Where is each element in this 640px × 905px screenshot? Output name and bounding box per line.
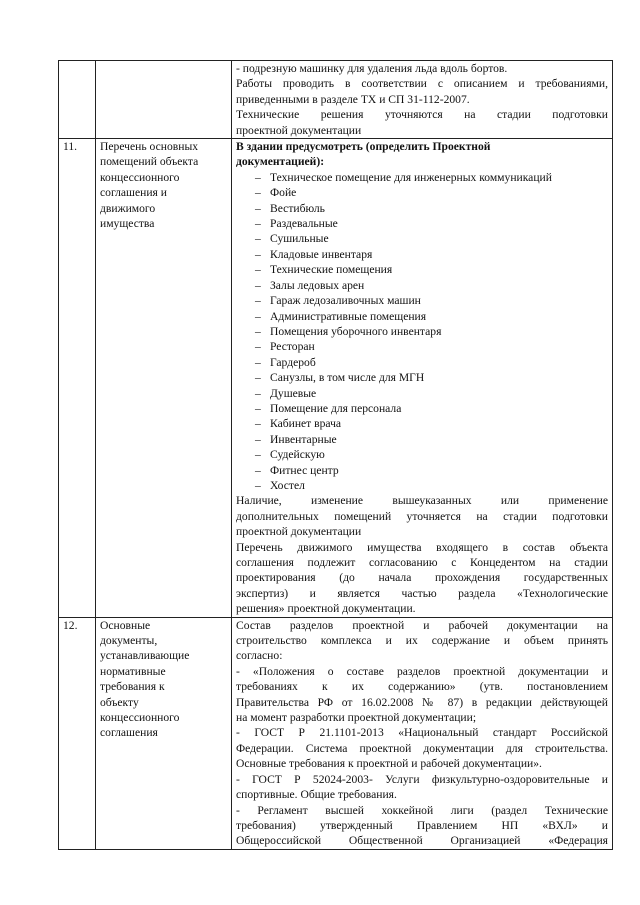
text-line: требованиях к их содержанию» (утв. постановлением	[236, 680, 608, 694]
title-line: Перечень основных	[100, 140, 199, 154]
text-line: - ГОСТ Р 21.1101-2013 «Национальный стандарт Российской	[236, 726, 608, 740]
list-item: – Технические помещения	[236, 262, 608, 277]
list-item: – Кладовые инвентаря	[236, 247, 608, 262]
row-title	[96, 617, 232, 849]
row-number: 11.	[59, 139, 96, 618]
title-line: устанавливающие	[100, 649, 190, 663]
text-line: - ГОСТ Р 52024-2003- Услуги физкультурно-оздоровительные и	[236, 772, 608, 786]
list-item: – Фойе	[236, 185, 608, 200]
text-line: Основные требования к проектной и рабочей документации».	[236, 757, 542, 771]
text-line: экспертиз) и является частью раздела «Технологические	[236, 586, 608, 600]
list-item: – Вестибюль	[236, 201, 608, 216]
text-line: согласно:	[236, 649, 283, 663]
table-row	[59, 139, 613, 618]
title-line: движимого	[100, 201, 156, 215]
list-item: – Административные помещения	[236, 309, 608, 324]
text-line: проектирования (до начала прохождения государственных	[236, 571, 608, 585]
text-line: приведенными в разделе ТХ и СП 31-112-2007.	[236, 92, 470, 106]
text-line: Федерации. Система проектной документации для строительства.	[236, 741, 608, 755]
text-line: - «Положения о составе разделов проектной документации и	[236, 664, 608, 678]
text-line: проектной документации	[236, 123, 362, 137]
text-line: требования) утвержденный Правлением НП «ВХЛ» и	[236, 818, 608, 832]
text-line: - Регламент высшей хоккейной лиги (раздел Технические	[236, 803, 608, 817]
title-line: документы,	[100, 634, 158, 648]
text-line: решения» проектной документации.	[236, 602, 416, 616]
title-line: концессионного	[100, 711, 180, 725]
title-line: помещений объекта	[100, 155, 199, 169]
text-line: Правительства РФ от 16.02.2008 № 87) в редакции действующей	[236, 695, 608, 709]
title-line: нормативные	[100, 664, 166, 678]
list-item: – Гараж ледозаливочных машин	[236, 293, 608, 308]
list-item: – Душевые	[236, 386, 608, 401]
list-item: – Ресторан	[236, 339, 608, 354]
content-cell	[232, 139, 613, 618]
list-item: – Санузлы, в том числе для МГН	[236, 370, 608, 385]
text-line: Общероссийской Общественной Организацией «Федерация	[236, 834, 608, 848]
title-line: соглашения и	[100, 186, 167, 200]
title-line: концессионного	[100, 170, 180, 184]
table-row	[59, 61, 613, 139]
text-line: проектной документации	[236, 525, 362, 539]
table-row	[59, 617, 613, 849]
title-line: требования к	[100, 680, 165, 694]
title-line: соглашения	[100, 726, 158, 740]
list-item: – Залы ледовых арен	[236, 278, 608, 293]
text-line: соглашения подлежит согласованию с Концедентом на стадии	[236, 556, 608, 569]
list-item: – Помещения уборочного инвентаря	[236, 324, 608, 339]
text-line: на момент разработки проектной документации;	[236, 711, 477, 725]
list-item: – Инвентарные	[236, 432, 608, 447]
list-item: – Техническое помещение для инженерных коммуникаций	[236, 170, 608, 185]
row-title	[96, 139, 232, 618]
text-line: спортивные. Общие требования.	[236, 788, 397, 802]
requirements-table	[58, 60, 613, 850]
text-line: строительство комплекса и их содержание и объем принять	[236, 634, 608, 648]
premises-list	[236, 170, 608, 494]
title-line: Основные	[100, 618, 151, 632]
number-cell	[59, 61, 96, 139]
title-line: имущества	[100, 217, 155, 231]
list-item: – Помещение для персонала	[236, 401, 608, 416]
name-cell	[96, 61, 232, 139]
list-item: – Сушильные	[236, 231, 608, 246]
text-line: Состав разделов проектной и рабочей документации на	[236, 618, 608, 632]
text-line: Перечень движимого имущества входящего в состав объекта	[236, 540, 608, 554]
text-line: дополнительных помещений уточняется на стадии подготовки	[236, 509, 608, 523]
list-item: – Кабинет врача	[236, 416, 608, 431]
list-item: – Фитнес центр	[236, 463, 608, 478]
text-line: - подрезную машинку для удаления льда вдоль бортов.	[236, 62, 508, 75]
title-line: объекту	[100, 695, 139, 709]
list-item: – Судейскую	[236, 447, 608, 462]
section-heading: документацией):	[236, 155, 325, 169]
text-line: Наличие, изменение вышеуказанных или применение	[236, 494, 608, 508]
section-heading: В здании предусмотреть (определить Проектной	[236, 140, 491, 154]
list-item: – Хостел	[236, 478, 608, 493]
content-cell	[232, 617, 613, 849]
content-cell	[232, 61, 613, 139]
text-line: Работы проводить в соответствии с описанием и требованиями,	[236, 77, 608, 91]
list-item: – Раздевальные	[236, 216, 608, 231]
list-item: – Гардероб	[236, 355, 608, 370]
text-line: Технические решения уточняются на стадии подготовки	[236, 108, 608, 122]
row-number: 12.	[59, 617, 96, 849]
